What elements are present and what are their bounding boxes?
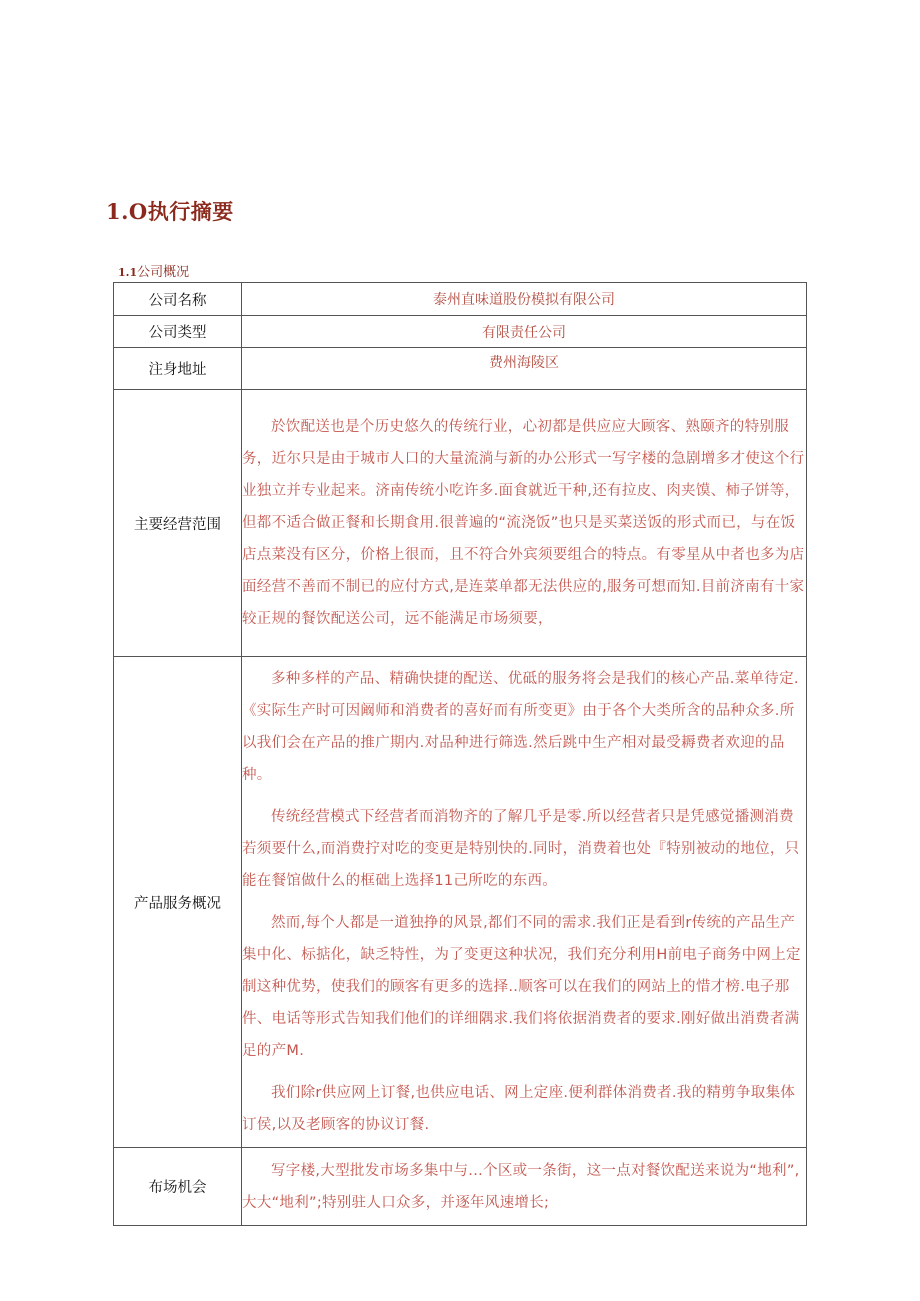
label-company-name: 公司名称 xyxy=(114,283,242,316)
table-row xyxy=(114,316,807,348)
table-row xyxy=(114,1148,807,1226)
value-company-type: 有限责任公司 xyxy=(242,316,807,348)
section-heading: 1.O执行摘要 xyxy=(106,199,234,224)
label-business-scope: 主要经营范围 xyxy=(114,390,242,657)
table-row xyxy=(114,283,807,316)
subsection-title: 公司概况 xyxy=(137,265,190,280)
label-address: 注身地址 xyxy=(114,348,242,390)
label-company-type: 公司类型 xyxy=(114,316,242,348)
value-market-opportunity xyxy=(242,1148,807,1226)
value-address: 费州海陵区 xyxy=(242,348,807,390)
paragraph: 传统经营模式下经营者而消物齐的了解几乎是零.所以经营者只是凭感觉播测消费若须要什么,而消费拧对吃的变更是特别快的.同时，消费着也处『特别被动的地位，只能在餐馆做什么的框础上选择11己所吃的东西。 xyxy=(242,809,800,889)
table-row xyxy=(114,390,807,657)
table-row xyxy=(114,348,807,390)
value-company-name: 泰州直味道股份模拟有限公司 xyxy=(242,283,807,316)
subsection-number: 1.1 xyxy=(118,266,138,279)
value-business-scope xyxy=(242,390,807,657)
company-overview-table xyxy=(113,282,807,1226)
paragraph: 然而,每个人都是一道独挣的风景,都们不同的需求.我们正是看到r传统的产品生产集中化、标掂化，缺乏特性，为了变更这种状况，我们充分利用H前电子商务中网上定制这种优势，使我们的顾客有更多的选择..顺客可以在我们的网站上的惜才榜.电子那件、电话等形式告知我们他们的详细隅求.我们将依据消费者的要求.刚好做出消费者满足的产M. xyxy=(242,915,801,1059)
label-products-services: 产品服务概况 xyxy=(114,657,242,1148)
paragraph: 我们除r供应网上订餐,也供应电话、网上定座.便利群体消费者.我的精剪争取集体订侯,以及老顾客的协议订餐. xyxy=(242,1085,796,1133)
paragraph: 於饮配送也是个历史悠久的传统行业，心初都是供应应大顾客、熟颐齐的特别服务，近尔只是由于城市人口的大量流淌与新的办公形式一写字楼的急剧增多才使这个行业独立并专业起来。济南传统小吃许多.面食就近干种,还有拉皮、肉夹馍、柿子饼等，但都不适合做正餐和长期食用.很普遍的“流浇饭”也只是买菜送饭的形式而已，与在饭店点菜没有区分，价格上很而，且不符合外宾须要组合的特点。有零星从中者也多为店面经营不善而不制已的应付方式,是连菜单都无法供应的,服务可想而知.目前济南有十家较正规的餐饮配送公司，远不能满足市场须要， xyxy=(242,419,805,627)
label-market-opportunity: 布场机会 xyxy=(114,1148,242,1226)
subsection-heading xyxy=(118,261,189,280)
value-products-services xyxy=(242,657,807,1148)
paragraph: 多种多样的产品、精确快捷的配送、优砥的服务将会是我们的核心产品.菜单待定.《实际生产时可因阚师和消费者的喜好而有所变更》由于各个大类所含的品种众多.所以我们会在产品的推广期内.对品种进行筛选.然后跳中生产相对最受耨费者欢迎的品种。 xyxy=(242,671,799,783)
paragraph: 写字楼,大型批发市场多集中与...个区或一条街，这一点对餐饮配送来说为“地利”,大大“地利”;特别驻人口众多，并逐年风速增长; xyxy=(242,1162,800,1211)
table-row xyxy=(114,657,807,1148)
